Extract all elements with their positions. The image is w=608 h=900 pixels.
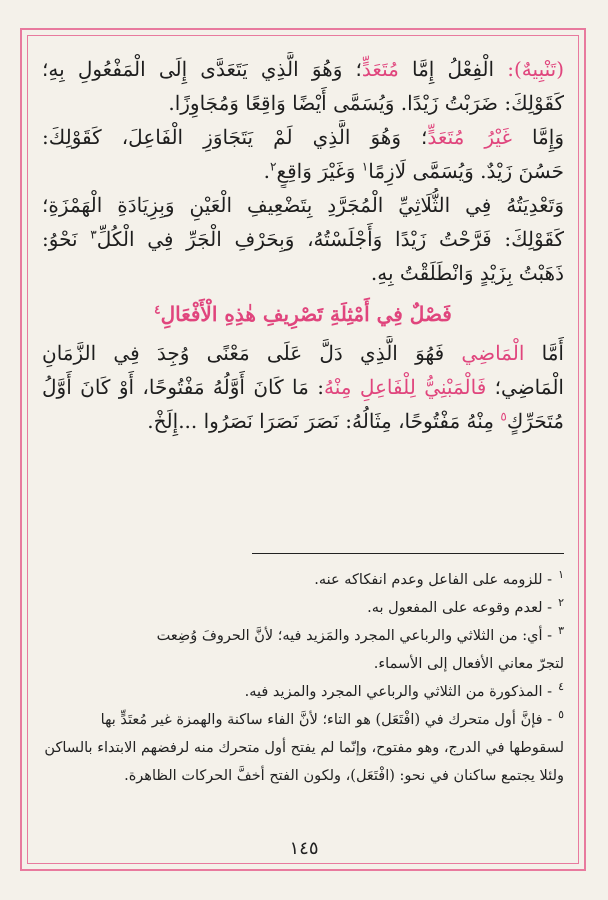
- footnotes: [42, 566, 564, 790]
- footnote-ref: ٣: [90, 227, 97, 242]
- paragraph-line: كَقَوْلِكَ: فَرَّحْتُ زَيْدًا وَأَجْلَسْتُهُ، وَبِحَرْفِ الْجَرِّ فِي الْكُلِّ$^٣$ نَحْوُ:: [42, 227, 564, 251]
- footnote-item: $^٤$- المذكورة من الثلاثي والرباعي المجرد والمزيد فيه.: [244, 680, 564, 700]
- footnote-item: $^٥$- فإنَّ أول متحرك في (افْتَعَل) هو التاء؛ لأنَّ الفاء ساكنة والهمزة غير مُعتَدٍّ بها: [100, 708, 564, 728]
- footnote-item: $^٣$- أي: من الثلاثي والرباعي المجرد والمَزيد فيه؛ لأنَّ الحروفَ وُضِعت: [156, 624, 564, 644]
- page-number: ١٤٥: [289, 838, 319, 859]
- paragraph-line: كَقَوْلِكَ: ضَرَبْتُ زَيْدًا. وَيُسَمَّى أَيْضًا وَاقِعًا وَمُجَاوِزًا.: [168, 91, 564, 115]
- paragraph-line: مُتَحَرِّكٍ$^٥$ مِنْهُ مَفْتُوحًا، مِثَالُهُ: نَصَرَ نَصَرَا نَصَرُوا ...إِلَخْ.: [147, 409, 564, 433]
- section-title: فَصْلٌ فِي أَمْثِلَةِ تَصْرِيفِ هٰذِهِ الْأَفْعَالِ$^٤$: [154, 302, 452, 326]
- note-label: (تَنْبِيهٌ):: [507, 57, 564, 81]
- footnote-item: $^١$- للزومه على الفاعل وعدم انفكاكه عنه.: [314, 568, 564, 588]
- footnote-continuation: ولئلا يجتمع ساكنان في نحو: (افْتَعَل)، ولكون الفتح أخفَّ الحركات الظاهرة.: [124, 768, 564, 784]
- paragraph-line: (تَنْبِيهٌ): الْفِعْلُ إِمَّا مُتَعَدٍّ؛ وَهُوَ الَّذِي يَتَعَدَّى إِلَى الْمَفْعُولِ بِهِ؛: [42, 57, 564, 81]
- paragraph-line: الْمَاضِي؛ فَالْمَبْنِيُّ لِلْفَاعِلِ مِنْهُ: مَا كَانَ أَوَّلُهُ مَفْتُوحًا، أَوْ كَانَ أَوَّلُ: [42, 375, 564, 399]
- paragraph-line: ذَهَبْتُ بِزَيْدٍ وَانْطَلَقْتُ بِهِ.: [370, 261, 564, 285]
- paragraph-line: وَتَعْدِيَتُهُ فِي الثُّلَاثِيِّ الْمُجَرَّدِ بِتَضْعِيفِ الْعَيْنِ وَبِزِيَادَةِ الْهَمْزَةِ؛: [42, 193, 564, 217]
- footnote-continuation: لسقوطها في الدرج، وهو مفتوح، وإنّما لم يفتح أول متحرك منه لرفضهم الابتداء بالساكن: [44, 740, 564, 756]
- term-transitive: مُتَعَدٍّ: [361, 57, 399, 81]
- footnote-continuation: لتجرّ معاني الأفعال إلى الأسماء.: [373, 656, 564, 672]
- paragraph-line: أَمَّا الْمَاضِي فَهُوَ الَّذِي دَلَّ عَلَى مَعْنًى وُجِدَ فِي الزَّمَانِ: [42, 341, 564, 365]
- paragraph-line: وَإِمَّا غَيْرُ مُتَعَدٍّ؛ وَهُوَ الَّذِي لَمْ يَتَجَاوَزِ الْفَاعِلَ، كَقَوْلِكَ:: [42, 125, 564, 149]
- footnote-ref: ١: [361, 159, 369, 174]
- term-past: الْمَاضِي: [461, 341, 525, 365]
- term-active-voice: فَالْمَبْنِيُّ لِلْفَاعِلِ مِنْهُ: [323, 375, 487, 399]
- footnote-item: $^٢$- لعدم وقوعه على المفعول به.: [367, 596, 564, 616]
- footnote-divider: [252, 553, 564, 554]
- main-text: [42, 52, 564, 438]
- footnote-ref: ٥: [500, 409, 507, 424]
- term-intransitive: غَيْرُ مُتَعَدٍّ: [427, 125, 512, 149]
- footnote-ref: ٤: [154, 302, 161, 317]
- paragraph-line: حَسُنَ زَيْدٌ. وَيُسَمَّى لَازِمًا$^١$ وَغَيْرَ وَاقِعٍ$^٢$.: [263, 159, 564, 183]
- footnote-ref: ٢: [270, 159, 277, 174]
